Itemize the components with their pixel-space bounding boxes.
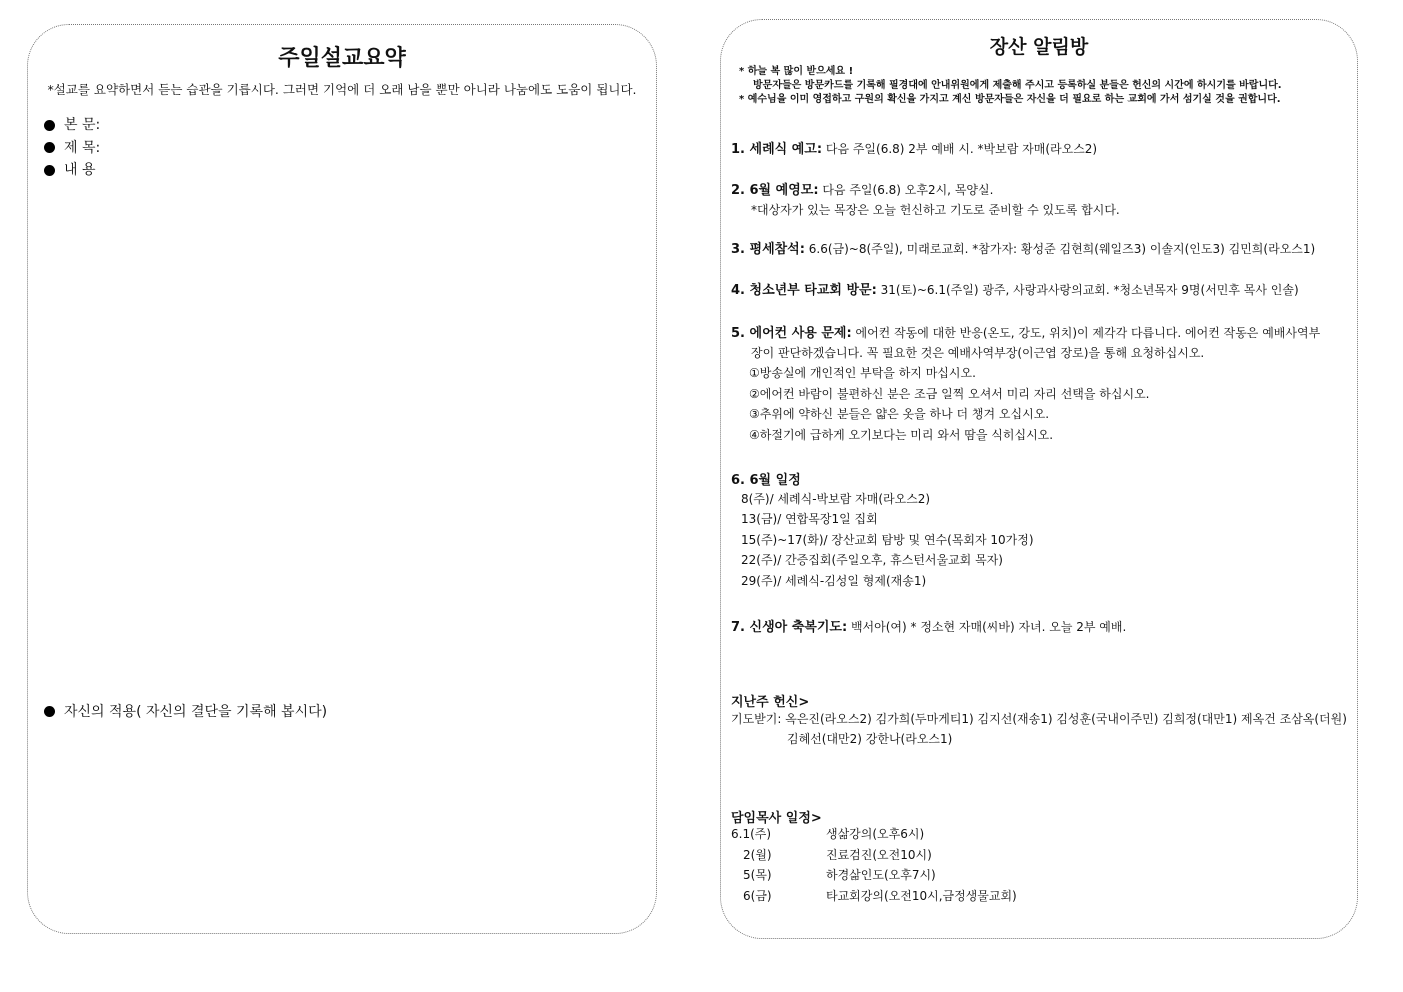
announcement-sub-line: *대상자가 있는 목장은 오늘 헌신하고 기도로 준비할 수 있도록 합시다. xyxy=(751,203,1120,217)
bullet-icon xyxy=(44,120,55,131)
announcement-sub-line: ③추위에 약하신 분들은 얇은 옷을 하나 더 챙겨 오십시오. xyxy=(749,407,1050,421)
field-scripture: 본 문: xyxy=(44,114,100,137)
announcement-youth-visit: 4. 청소년부 타교회 방문: 31(토)~6.1(주일) 광주, 사랑과사랑의교회. *청소년목자 9명(서민후 목사 인솔) xyxy=(731,283,1299,298)
sermon-summary-note: *설교를 요약하면서 듣는 습관을 기릅시다. 그러면 기억에 더 오래 남을 뿐만 아니라 나눔에도 도움이 됩니다. xyxy=(47,82,637,97)
field-title: 제 목: xyxy=(44,137,100,160)
announcements-title: 장산 알림방 xyxy=(989,36,1089,58)
bullet-icon xyxy=(44,165,55,176)
field-content: 내 용 xyxy=(44,159,100,182)
announcement-baptism: 1. 세례식 예고: 다음 주일(6.8) 2부 예배 시. *박보람 자매(라오스2) xyxy=(731,142,1098,157)
visitor-notice xyxy=(739,65,1282,107)
offering-label: 지난주 헌신> xyxy=(731,695,810,710)
notice-line: * 하늘 복 많이 받으세요 ! xyxy=(739,66,854,77)
schedule-line: 15(주)~17(화)/ 장산교회 탐방 및 연수(목회자 10가정) xyxy=(741,533,1034,547)
sermon-fields xyxy=(44,114,100,182)
pastor-schedule-event: 생삶강의(오후6시) xyxy=(826,827,925,841)
pastor-schedule-label: 담임목사 일정> xyxy=(731,811,822,826)
announcements-panel xyxy=(720,19,1358,939)
pastor-schedule-row: 6(금) xyxy=(743,889,772,903)
announcement-sub-line: ④하절기에 급하게 오기보다는 미리 와서 땀을 식히십시오. xyxy=(749,428,1054,442)
sermon-summary-panel xyxy=(27,24,657,934)
pastor-schedule-row: 6.1(주) xyxy=(731,827,772,841)
notice-line: 방문자들은 방문카드를 기록해 필경대에 안내위원에게 제출해 주시고 등록하실 분들은 헌신의 시간에 하시기를 바랍니다. xyxy=(753,80,1282,91)
schedule-line: 22(주)/ 간증집회(주일오후, 휴스턴서울교회 목자) xyxy=(741,553,1003,567)
pastor-schedule-row: 2(월) xyxy=(743,848,772,862)
offering-line: 김혜선(대만2) 강한나(라오스1) xyxy=(787,732,953,746)
pastor-schedule-event: 타교회강의(오전10시,금정생물교회) xyxy=(826,889,1017,903)
bullet-icon xyxy=(44,706,55,717)
announcement-sub-line: ①방송실에 개인적인 부탁을 하지 마십시오. xyxy=(749,366,976,380)
announcement-aircon: 5. 에어컨 사용 문제: 에어컨 작동에 대한 반응(온도, 강도, 위치)이 제각각 다릅니다. 에어컨 작동은 예배사역부 xyxy=(731,326,1321,341)
pastor-schedule-event: 하경삶인도(오후7시) xyxy=(826,868,936,882)
schedule-line: 29(주)/ 세례식-김성일 형제(재송1) xyxy=(741,574,927,588)
announcement-newborn-blessing: 7. 신생아 축복기도: 백서아(여) * 정소현 자매(씨바) 자녀. 오늘 2부 예배. xyxy=(731,620,1127,635)
sermon-summary-title: 주일설교요약 xyxy=(278,46,406,71)
pastor-schedule-row: 5(목) xyxy=(743,868,772,882)
bullet-icon xyxy=(44,142,55,153)
announcement-conference: 3. 평세참석: 6.6(금)~8(주일), 미래로교회. *참가자: 황성준 김현희(웨일즈3) 이솔지(인도3) 김민희(라오스1) xyxy=(731,242,1316,257)
schedule-line: 8(주)/ 세례식-박보람 자매(라오스2) xyxy=(741,492,931,506)
offering-line: 기도받기: 옥은진(라오스2) 김가희(두마게티1) 김지선(재송1) 김성훈(국내이주민) 김희정(대만1) 제옥건 조삼옥(더원) xyxy=(731,712,1347,726)
announcement-june-class: 2. 6월 예영모: 다음 주일(6.8) 오후2시, 목양실. xyxy=(731,183,994,198)
pastor-schedule-event: 진료검진(오전10시) xyxy=(826,848,932,862)
announcement-sub-line: ②에어컨 바람이 불편하신 분은 조금 일찍 오셔서 미리 자리 선택을 하십시오. xyxy=(749,387,1150,401)
notice-line: * 예수님을 이미 영접하고 구원의 확신을 가지고 계신 방문자들은 자신을 더 필요로 하는 교회에 가서 섬기실 것을 권합니다. xyxy=(739,94,1281,105)
schedule-line: 13(금)/ 연합목장1일 집회 xyxy=(741,512,878,526)
field-application: 자신의 적용( 자신의 결단을 기록해 봅시다) xyxy=(44,701,327,721)
announcement-sub-line: 장이 판단하겠습니다. 꼭 필요한 것은 예배사역부장(이근엽 장로)을 통해 요청하십시오. xyxy=(751,346,1205,360)
announcement-june-schedule: 6. 6월 일정 xyxy=(731,473,801,488)
